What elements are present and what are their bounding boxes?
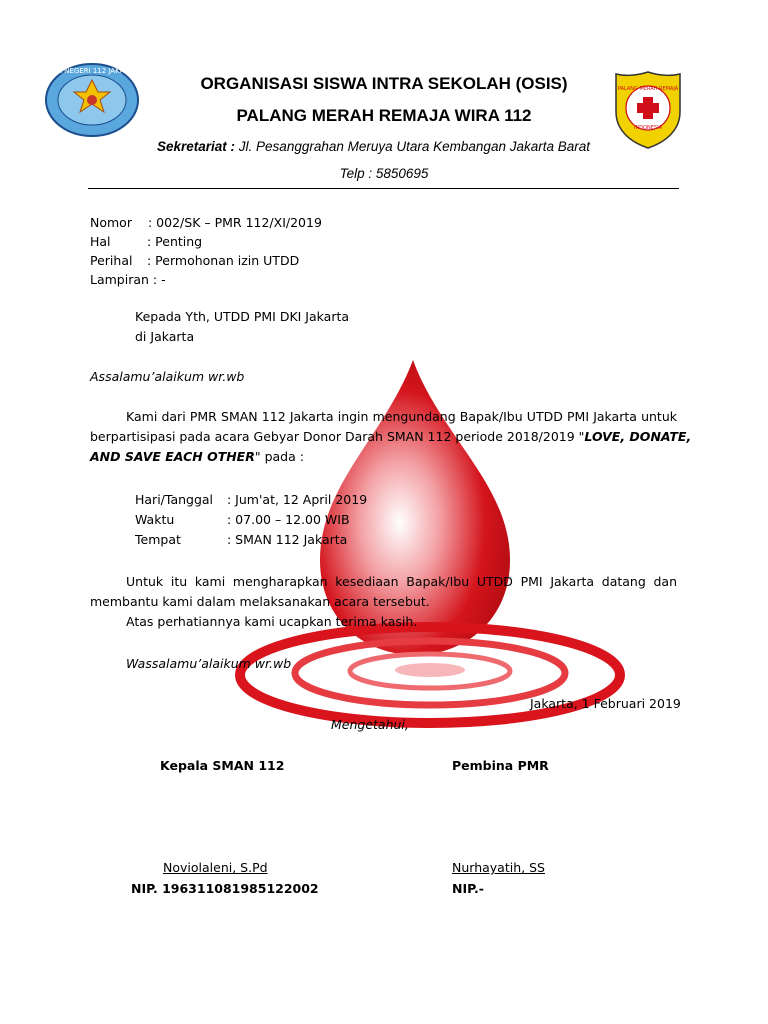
right-logo-sub: INDONESIA bbox=[634, 125, 662, 131]
left-logo-text: SMA NEGERI 112 JAKARTA bbox=[46, 67, 138, 75]
body-p1-line-1: Kami dari PMR SMAN 112 Jakarta ingin mengundang Bapak/Ibu UTDD PMI Jakarta untuk bbox=[126, 409, 677, 424]
closing: Wassalamu’alaikum wr.wb bbox=[126, 656, 292, 671]
event-slogan-part-1: LOVE, DONATE, bbox=[584, 429, 692, 444]
lampiran-value: : - bbox=[152, 272, 166, 287]
org-line-2: PALANG MERAH REMAJA WIRA 112 bbox=[236, 106, 532, 125]
event-date-label: Hari/Tanggal bbox=[135, 492, 214, 507]
event-date-value: : Jum'at, 12 April 2019 bbox=[227, 492, 368, 507]
p1-line2-text: berpartisipasi pada acara Gebyar Donor Darah SMAN 112 periode 2018/2019 " bbox=[90, 429, 585, 444]
body-p2-line-3: Atas perhatiannya kami ucapkan terima kasih. bbox=[126, 614, 418, 629]
right-signatory-nip: NIP.- bbox=[452, 881, 484, 896]
hal-value: : Penting bbox=[147, 234, 203, 249]
perihal-label: Perihal bbox=[90, 253, 133, 268]
perihal-value: : Permohonan izin UTDD bbox=[147, 253, 300, 268]
event-place-value: : SMAN 112 Jakarta bbox=[227, 532, 348, 547]
event-slogan-part-2: AND SAVE EACH OTHER bbox=[90, 449, 255, 464]
meta-nomor bbox=[90, 214, 322, 232]
right-signatory-title: Pembina PMR bbox=[452, 758, 549, 773]
meta-hal bbox=[90, 233, 202, 251]
acknowledged: Mengetahui, bbox=[331, 717, 409, 732]
nomor-label: Nomor bbox=[90, 215, 132, 230]
meta-lampiran bbox=[90, 271, 166, 289]
lampiran-label: Lampiran bbox=[90, 272, 149, 287]
date-place: Jakarta, 1 Februari 2019 bbox=[530, 696, 681, 711]
hal-label: Hal bbox=[90, 234, 111, 249]
meta-perihal bbox=[90, 252, 299, 270]
event-time bbox=[135, 511, 350, 529]
right-logo-text: PALANG MERAH REMAJA bbox=[617, 86, 679, 92]
event-place bbox=[135, 531, 347, 549]
org-line-1: ORGANISASI SISWA INTRA SEKOLAH (OSIS) bbox=[200, 74, 568, 93]
left-signatory-title: Kepala SMAN 112 bbox=[160, 758, 285, 773]
body-p1-line-2 bbox=[90, 428, 691, 446]
body-p2-line-2: membantu kami dalam melaksanakan acara tersebut. bbox=[90, 594, 430, 609]
event-time-value: : 07.00 – 12.00 WIB bbox=[227, 512, 350, 527]
right-signatory-name: Nurhayatih, SS bbox=[452, 860, 545, 875]
address-text: Jl. Pesanggrahan Meruya Utara Kembangan Jakarta Barat bbox=[235, 139, 590, 154]
event-date bbox=[135, 491, 367, 509]
recipient-line-2: di Jakarta bbox=[135, 329, 195, 344]
phone: Telp : 5850695 bbox=[339, 166, 429, 181]
greeting: Assalamu’alaikum wr.wb bbox=[90, 369, 245, 384]
event-place-label: Tempat bbox=[135, 532, 181, 547]
left-signatory-name: Noviolaleni, S.Pd bbox=[163, 860, 268, 875]
address bbox=[157, 139, 590, 154]
event-time-label: Waktu bbox=[135, 512, 175, 527]
left-signatory-nip: NIP. 196311081985122002 bbox=[131, 881, 319, 896]
p1-line3-text: " pada : bbox=[254, 449, 304, 464]
address-label: Sekretariat : bbox=[157, 139, 236, 154]
recipient-line-1: Kepada Yth, UTDD PMI DKI Jakarta bbox=[135, 309, 350, 324]
header-divider bbox=[88, 188, 679, 189]
body-p2-line-1: Untuk itu kami mengharapkan kesediaan Bapak/Ibu UTDD PMI Jakarta datang dan bbox=[126, 574, 677, 589]
nomor-value: : 002/SK – PMR 112/XI/2019 bbox=[148, 215, 322, 230]
body-p1-line-3 bbox=[90, 448, 304, 466]
